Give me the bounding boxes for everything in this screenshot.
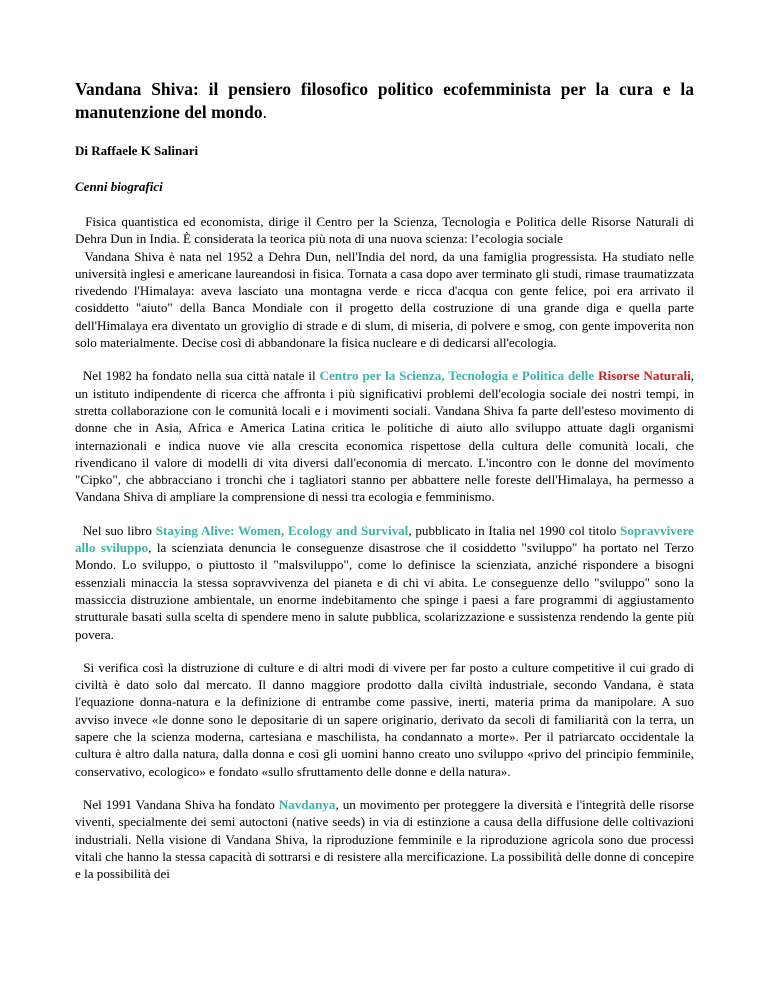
sopravvivere-link[interactable]: Sopravvivere allo sviluppo [75,522,694,556]
paragraph-biography: Vandana Shiva è nata nel 1952 a Dehra Dun, nell'India del nord, da una famiglia progressista. Ha studiato nelle università inglesi e americane laureandosi in fisica. Tornata a casa dopo aver terminato gli studi, rimase traumatizzata rivedendo l'Himalaya: aveva lasciato una montagna verde e ricca d'acqua con gente felice, poi era arrivato il cosiddetto "aiuto" della Banca Mondiale con il progetto della costruzione di una grande diga e quella parte dell'Himalaya era diventato un groviglio di strade e di slum, di miseria, di polvere e smog, con gente impoverita non solo materialmente. Decise così di abbandonare la fisica nucleare e di dedicarsi all'ecologia. [75,248,694,351]
article [75,78,694,898]
text-segment: Nel 1982 ha fondato nella sua città natale il [75,368,320,384]
paragraph-culture: Si verifica così la distruzione di culture e di altri modi di vivere per far posto a culture competitive il cui grado di civiltà è dato solo dal mercato. Il danno maggiore prodotto dalla civiltà industriale, secondo Vandana, è stata l'equazione donna-natura e la definizione di entrambe come passive, inerti, materia prima da manipolare. A suo avviso invece «le donne sono le depositarie di un sapere originario, derivato da secoli di familiarità con la terra, un sapere che la scienza moderna, cartesiana e maschilista, ha condannato a morte». Per il patriarcato occidentale la cultura è altro dalla natura, dalla donna e così gli uomini hanno creato uno sviluppo «privo del principio femminile, conservativo, ecologico» e fondato «sullo sfruttamento delle donne e della natura». [75,659,694,779]
text-segment: , la scienziata denuncia le conseguenze disastrose che il cosiddetto "sviluppo" ha portato nel Terzo Mondo. Lo sviluppo, o piuttosto il "malsviluppo", come lo definisce la scienziata, anziché rispondere a bisogni essenziali minaccia la stessa sopravvivenza del pianeta e di chi vi abita. Le conseguenze dello "sviluppo" sono la massiccia distruzione ambientale, un enorme indebitamento che spinge i paesi a fare programmi di aggiustamento strutturale basati sulla scelta di spendere meno in salute pubblica, scolarizzazione e sussistenza rendendo la gente più povera. [75,540,694,642]
staying-alive-link[interactable]: Staying Alive: Women, Ecology and Survival [155,522,409,538]
text-segment: Nel suo libro [75,522,156,538]
paragraph-navdanya [75,796,694,882]
author-line: Di Raffaele K Salinari [75,143,199,158]
text-segment: , un movimento per proteggere la diversità e l'integrità delle risorse viventi, specialmente dei semi autoctoni (native seeds) in via di estinzione a causa della diffusione delle coltivazioni industriali. Nella visione di Vandana Shiva, la riproduzione femminile e la riproduzione agricola sono due processi vitali che hanno la stessa capacità di sottrarsi e di resistere alla mercificazione. La possibilità delle donne di concepire e la possibilità dei [75,796,694,882]
paragraph-staying-alive [75,522,694,643]
paragraph-centro [75,367,694,505]
title-period: . [262,102,267,122]
paragraph-intro: Fisica quantistica ed economista, dirige il Centro per la Scienza, Tecnologia e Politica delle Risorse Naturali di Dehra Dun in India. È considerata la teorica più nota di una nuova scienza: l’ecologia sociale [75,214,694,247]
risorse-naturali-link[interactable]: Risorse Naturali [598,368,691,384]
centro-scienza-link[interactable]: Centro per la Scienza, Tecnologia e Politica delle [319,368,595,384]
title-text: Vandana Shiva: il pensiero filosofico politico ecofemminista per la cura e la manutenzione del mondo [75,79,694,122]
text-segment: , pubblicato in Italia nel 1990 col titolo [408,522,621,538]
article-title [75,78,694,124]
text-segment: , un istituto indipendente di ricerca che affronta i più significativi problemi dell'ecologia sociale dei nostri tempi, in stretta collaborazione con le comunità locali e i movimenti sociali. Vandana Shiva fa parte dell'esteso movimento di donne che in Asia, Africa e America Latina critica le politiche di aiuto allo sviluppo attuate dagli organismi internazionali e indica nuove vie alla crescita economica rispettose della cultura delle comunità locali, che rivendicano il valore di modelli di vita diversi dall'economia di mercato. L'incontro con le donne del movimento "Cipko", che abbracciano i tronchi che i tagliatori stanno per abbattere nelle foreste dell'Himalaya, ha permesso a Vandana Shiva di ampliare la comprensione di nessi tra ecologia e femminismo. [75,368,694,505]
navdanya-link[interactable]: Navdanya [278,796,336,812]
text-segment: Nel 1991 Vandana Shiva ha fondato [75,796,279,812]
section-heading: Cenni biografici [75,179,163,194]
